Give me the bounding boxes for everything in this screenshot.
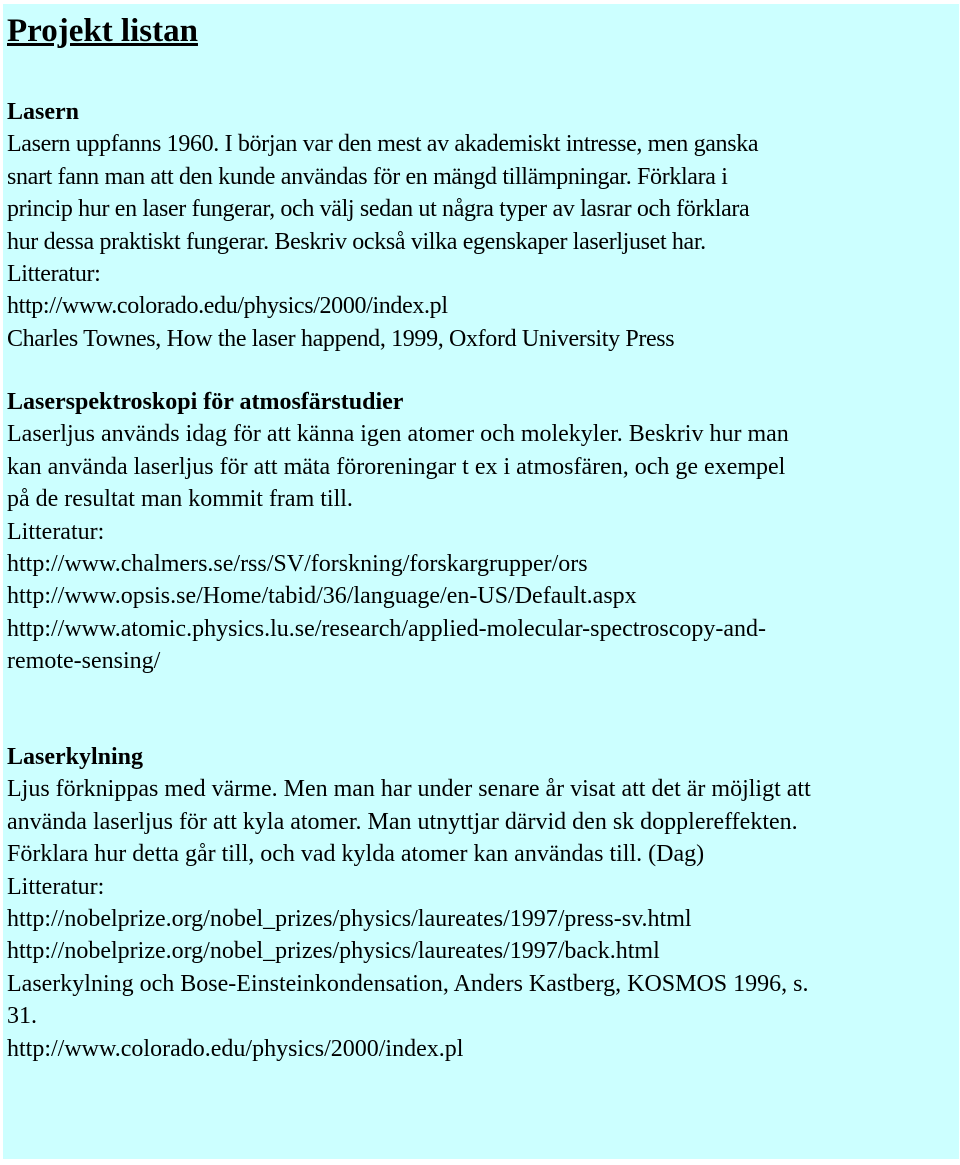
description-line: hur dessa praktiskt fungerar. Beskriv också vilka egenskaper laserljuset har.: [7, 228, 706, 255]
literature-reference: Charles Townes, How the laser happend, 1999, Oxford University Press: [7, 325, 675, 352]
literature-label: Litteratur:: [7, 261, 101, 288]
literature-url: http://www.opsis.se/Home/tabid/36/language/en-US/Default.aspx: [7, 583, 637, 610]
literature-url: http://nobelprize.org/nobel_prizes/physics/laureates/1997/back.html: [7, 938, 660, 965]
literature-label: Litteratur:: [7, 518, 105, 545]
section-heading: Laserkylning: [7, 744, 144, 770]
description-line: princip hur en laser fungerar, och välj sedan ut några typer av lasrar och förklara: [7, 196, 750, 223]
literature-url: http://www.chalmers.se/rss/SV/forskning/forskargrupper/ors: [7, 551, 588, 578]
project-section-laserkylning: [7, 741, 957, 1065]
document-title: Projekt listan: [7, 13, 198, 49]
description-line: Ljus förknippas med värme. Men man har under senare år visat att det är möjligt att: [7, 776, 811, 803]
description-line: Laserljus används idag för att känna igen atomer och molekyler. Beskriv hur man: [7, 421, 789, 448]
literature-reference: 31.: [7, 1003, 37, 1030]
description-line: snart fann man att den kunde användas för en mängd tillämpningar. Förklara i: [7, 163, 728, 190]
literature-url: http://www.colorado.edu/physics/2000/index.pl: [7, 293, 448, 320]
description-line: kan använda laserljus för att mäta föroreningar t ex i atmosfären, och ge exempel: [7, 453, 786, 480]
literature-url: http://www.colorado.edu/physics/2000/index.pl: [7, 1035, 464, 1062]
description-line: Förklara hur detta går till, och vad kylda atomer kan användas till. (Dag): [7, 841, 705, 868]
section-heading: Lasern: [7, 99, 79, 125]
project-section-laserspektroskopi: [7, 386, 957, 678]
literature-url: http://nobelprize.org/nobel_prizes/physics/laureates/1997/press-sv.html: [7, 906, 692, 933]
description-line: på de resultat man kommit fram till.: [7, 486, 353, 513]
project-section-lasern: [7, 96, 957, 355]
literature-url: http://www.atomic.physics.lu.se/research/applied-molecular-spectroscopy-and-: [7, 615, 767, 642]
literature-url: remote-sensing/: [7, 648, 161, 675]
description-line: använda laserljus för att kyla atomer. Man utnyttjar därvid den sk dopplereffekten.: [7, 808, 798, 835]
document-page: [3, 4, 959, 1159]
description-line: Lasern uppfanns 1960. I början var den mest av akademiskt intresse, men ganska: [7, 131, 759, 158]
literature-reference: Laserkylning och Bose-Einsteinkondensation, Anders Kastberg, KOSMOS 1996, s.: [7, 970, 809, 997]
literature-label: Litteratur:: [7, 873, 105, 900]
section-heading: Laserspektroskopi för atmosfärstudier: [7, 389, 404, 415]
